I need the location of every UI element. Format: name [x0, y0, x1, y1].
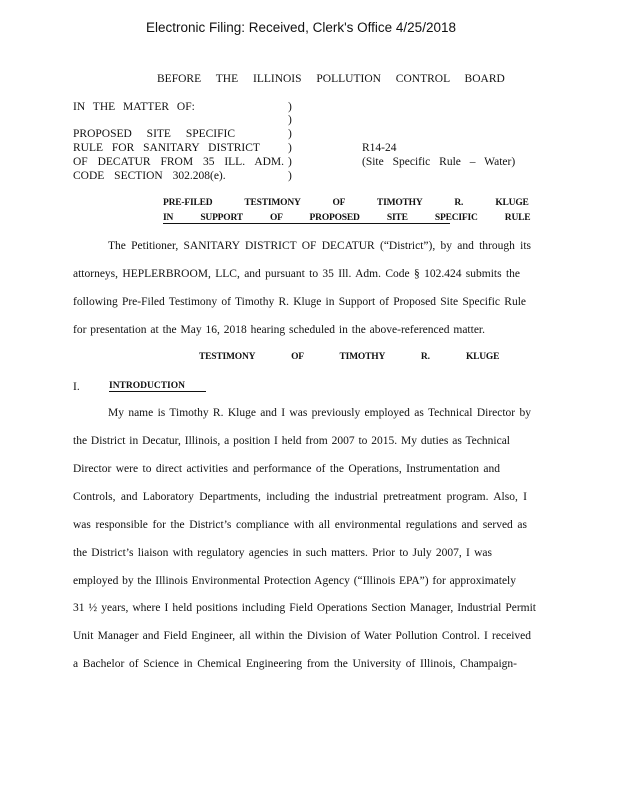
section-title: INTRODUCTION: [109, 381, 206, 392]
body-line: the District’s liaison with regulatory agencies in such matters. Prior to July 2007, I was: [73, 547, 492, 559]
body-line: Director were to direct activities and performance of the Operations, Instrumentation and: [73, 463, 500, 475]
filing-stamp: Electronic Filing: Received, Clerk's Office 4/25/2018: [146, 20, 456, 35]
body-line: Controls, and Laboratory Departments, including the industrial pretreatment program. Also, I: [73, 491, 527, 503]
caption-paren: ): [288, 114, 292, 126]
board-heading: BEFORE THE ILLINOIS POLLUTION CONTROL BOARD: [157, 73, 505, 85]
caption-line: OF DECATUR FROM 35 ILL. ADM.: [73, 156, 285, 168]
document-title-line2: IN SUPPORT OF PROPOSED SITE SPECIFIC RULE: [163, 213, 531, 223]
caption-paren: ): [288, 142, 292, 154]
testimony-heading: TESTIMONY OF TIMOTHY R. KLUGE: [199, 352, 500, 362]
body-line: a Bachelor of Science in Chemical Engineering from the University of Illinois, Champaign-: [73, 658, 517, 670]
caption-line: PROPOSED SITE SPECIFIC: [73, 128, 236, 140]
body-line: Unit Manager and Field Engineer, all within the Division of Water Pollution Control. I received: [73, 630, 531, 642]
body-line: employed by the Illinois Environmental Protection Agency (“Illinois EPA”) for approximately: [73, 575, 516, 587]
caption-paren: ): [288, 128, 292, 140]
caption-paren: ): [288, 101, 292, 113]
body-line: the District in Decatur, Illinois, a position I held from 2007 to 2015. My duties as Technical: [73, 435, 510, 447]
caption-line: RULE FOR SANITARY DISTRICT: [73, 142, 260, 154]
body-line: 31 ½ years, where I held positions including Field Operations Section Manager, Industrial Permit: [73, 602, 536, 614]
docket-number: R14-24: [362, 142, 397, 154]
body-line: was responsible for the District’s compliance with all environmental regulations and served as: [73, 519, 527, 531]
caption-line: CODE SECTION 302.208(e).: [73, 170, 226, 182]
intro-line: following Pre-Filed Testimony of Timothy R. Kluge in Support of Proposed Site Specific Rule: [73, 296, 526, 308]
document-title-line1: PRE-FILED TESTIMONY OF TIMOTHY R. KLUGE: [163, 198, 529, 208]
section-number: I.: [73, 381, 80, 393]
body-line: My name is Timothy R. Kluge and I was previously employed as Technical Director by: [108, 407, 531, 419]
docket-description: (Site Specific Rule – Water): [362, 156, 516, 168]
intro-line: The Petitioner, SANITARY DISTRICT OF DECATUR (“District”), by and through its: [108, 240, 531, 252]
caption-paren: ): [288, 170, 292, 182]
intro-line: for presentation at the May 16, 2018 hearing scheduled in the above-referenced matter.: [73, 324, 485, 336]
caption-paren: ): [288, 156, 292, 168]
caption-line: IN THE MATTER OF:: [73, 101, 195, 113]
intro-line: attorneys, HEPLERBROOM, LLC, and pursuant to 35 Ill. Adm. Code § 102.424 submits the: [73, 268, 520, 280]
